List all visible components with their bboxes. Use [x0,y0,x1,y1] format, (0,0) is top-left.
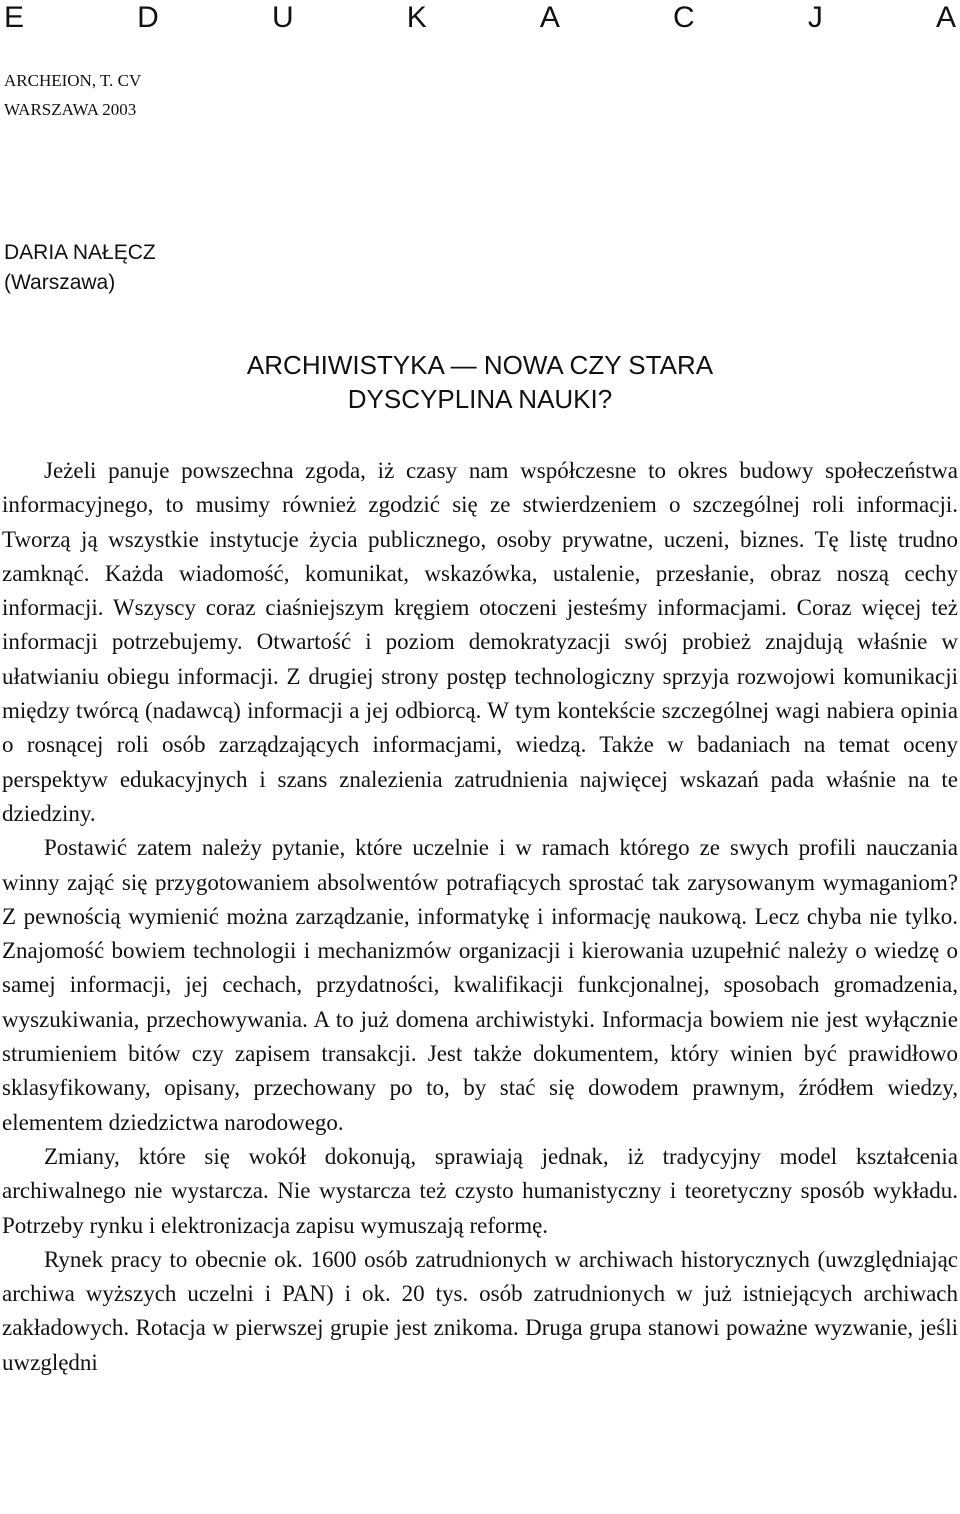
journal-info [4,66,141,124]
paragraph: Jeżeli panuje powszechna zgoda, iż czasy nam współczesne to okres budowy społeczeństwa informacyjnego, to musimy również zgodzić się ze stwierdzeniem o szczególnej roli informacji. Tworzą ją wszystkie instytucje życia publicznego, osoby prywatne, uczeni, biznes. Tę listę trudno zamknąć. Każda wiadomość, komunikat, wskazówka, ustalenie, przesłanie, obraz noszą cechy informacji. Wszyscy coraz ciaśniejszym kręgiem otoczeni jesteśmy informacjami. Coraz więcej też informacji potrzebujemy. Otwartość i poziom demokratyzacji swój probież znajdują właśnie w ułatwianiu obiegu informacji. Z drugiej strony postęp technologiczny sprzyja rozwojowi komunikacji między twórcą (nadawcą) informacji a jej odbiorcą. W tym kontekście szczególnej wagi nabiera opinia o rosnącej roli osób zarządzających informacjami, wiedzą. Także w badaniach na temat oceny perspektyw edukacyjnych i szans znalezienia zatrudnienia najwięcej wskazań pada właśnie na te dziedziny. [2,458,958,826]
paragraph: Postawić zatem należy pytanie, które uczelnie i w ramach którego ze swych profili nauczania winny zająć się przygotowaniem absolwentów potrafiących sprostać tak zarysowanym wymaganiom? Z pewnością wymienić można zarządzanie, informatykę i informację naukową. Lecz chyba nie tylko. Znajomość bowiem technologii i mechanizmów organizacji i kierowania uzupełnić należy o wiedzę o samej informacji, jej cechach, przydatności, kwalifikacji funkcjonalnej, sposobach gromadzenia, wyszukiwania, przechowywania. A to już domena archiwistyki. Informacja bowiem nie jest wyłącznie strumieniem bitów czy zapisem transakcji. Jest także dokumentem, który winien być prawidłowo sklasyfikowany, opisany, przechowany po to, by stać się dowodem prawnym, źródłem wiedzy, elementem dziedzictwa narodowego. [2,835,958,1135]
section-letter: C [673,1,695,34]
paragraph: Rynek pracy to obecnie ok. 1600 osób zatrudnionych w archiwach historycznych (uwzględniając archiwa wyższych uczelni i PAN) i ok. 20 tys. osób zatrudnionych w już istniejących archiwach zakładowych. Rotacja w pierwszej grupie jest znikoma. Druga grupa stanowi poważne wyzwanie, jeśli uwzględni [2,1246,958,1375]
section-header [4,0,956,36]
journal-place-year: WARSZAWA 2003 [4,100,137,119]
section-letter: D [137,1,159,34]
section-letter: K [406,1,427,34]
section-letter: A [539,1,560,34]
author-name: DARIA NAŁĘCZ [4,241,156,264]
section-letter: J [807,1,823,34]
title-line-2: DYSCYPLINA NAUKI? [347,384,613,414]
journal-volume: ARCHEION, T. CV [4,71,142,90]
paragraph: Zmiany, które się wokół dokonują, sprawiają jednak, iż tradycyjny model kształcenia archiwalnego nie wystarcza. Nie wystarcza też czysto humanistyczny i teoretyczny sposób wykładu. Potrzeby rynku i elektronizacja zapisu wymuszają reformę. [2,1143,958,1238]
section-letter: E [4,1,25,34]
title-line-1: ARCHIWISTYKA — NOWA CZY STARA [246,350,714,380]
author-block [4,238,156,298]
author-affiliation: (Warszawa) [4,271,116,294]
section-letter: U [271,1,294,34]
article-title [0,348,960,416]
section-letter: A [935,1,956,34]
article-body [2,454,958,1380]
